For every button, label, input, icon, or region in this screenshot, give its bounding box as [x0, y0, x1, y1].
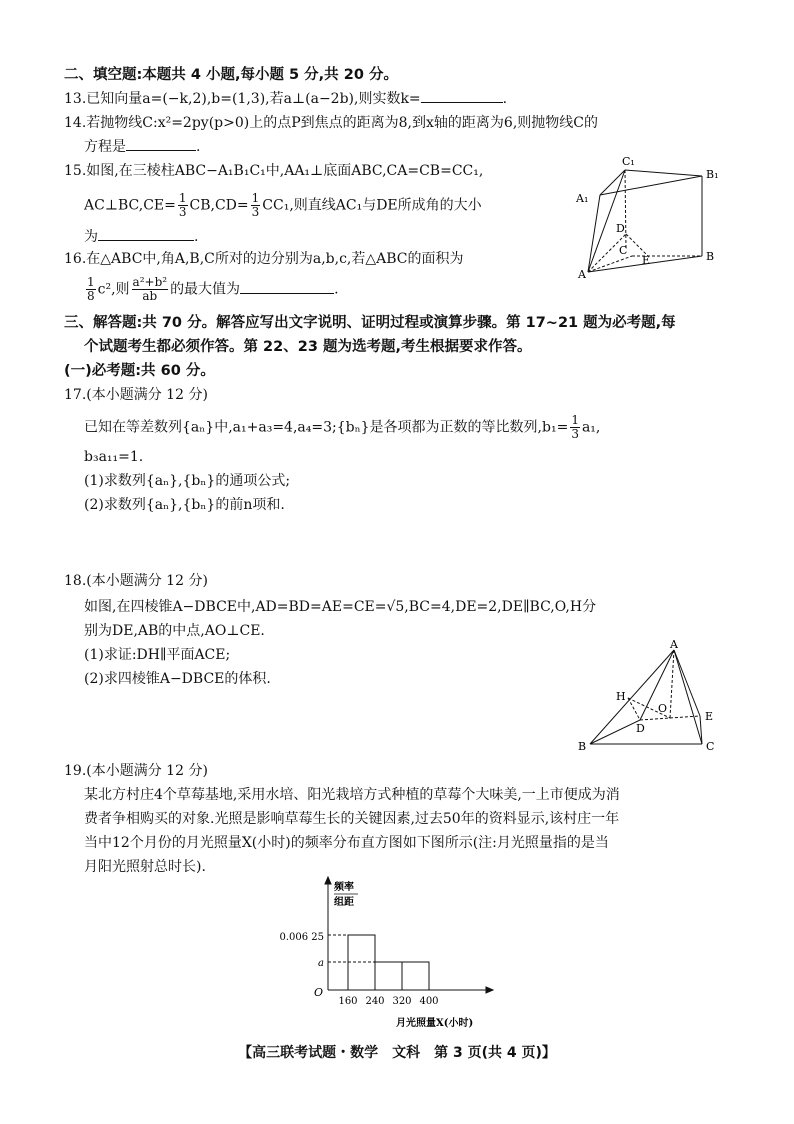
question-17-line2: b₃a₁₁=1. [84, 449, 144, 465]
y-label-bottom: 组距 [334, 897, 354, 908]
question-18-part1: (1)求证:DH∥平面ACE; [84, 647, 231, 663]
question-19-line2: 费者争相购买的对象.光照是影响草莓生长的关键因素,过去50年的资料显示,该村庄一年 [84, 811, 620, 827]
x-tick-label: 320 [392, 996, 412, 1007]
label-b1: B₁ [706, 168, 719, 181]
answer-blank[interactable] [126, 136, 196, 151]
y-tick-label: 0.006 25 [279, 932, 324, 943]
question-text: 的最大值为 [170, 281, 241, 298]
label-a: A [578, 268, 586, 280]
origin-label: O [314, 986, 324, 999]
x-tick-label: 400 [419, 996, 439, 1007]
question-17-line1 [84, 414, 600, 441]
section-heading-solutions: 三、解答题:共 70 分。解答应写出文字说明、证明过程或演算步骤。第 17~21 题为必考题,每 [64, 315, 676, 331]
fraction: $\frac{1}{8}$ [87, 275, 95, 303]
question-19-line4: 月阳光照射总时长). [84, 859, 206, 875]
question-17-part1: (1)求数列{aₙ},{bₙ}的通项公式; [84, 473, 291, 489]
label-b: B [706, 250, 715, 263]
question-18-title: 18.(本小题满分 12 分) [64, 573, 208, 589]
question-text: 如图,在三棱柱ABC−A₁B₁C₁中,AA₁⊥底面ABC,CA=CB=CC₁, [86, 163, 484, 179]
pyramid-figure [572, 640, 732, 755]
section-heading-solutions-line2: 个试题考生都必须作答。第 22、23 题为选考题,考生根据要求作答。 [84, 339, 532, 355]
x-tick-label: 160 [338, 996, 358, 1007]
fraction: $\frac{\text{a²+b²}}{ab}$ [132, 275, 168, 303]
question-number: 15. [64, 163, 87, 179]
label-d: D [636, 722, 645, 735]
question-13 [64, 88, 507, 110]
histogram-bar [402, 962, 429, 990]
period: . [196, 139, 201, 155]
label-c: C [619, 244, 628, 257]
question-text: AC⊥BC,CE= [84, 197, 176, 214]
fraction: $\frac{1}{3}$ [251, 191, 260, 219]
label-c: C [706, 740, 715, 753]
question-text: 在△ABC中,角A,B,C所对的边分别为a,b,c,若△ABC的面积为 [86, 251, 464, 267]
page-footer: 【高三联考试题・数学 文科 第 3 页(共 4 页)】 [238, 1045, 556, 1061]
prism-figure [570, 150, 730, 280]
x-tick-label: 240 [365, 996, 385, 1007]
question-text: 若抛物线C:x²=2py(p>0)上的点P到焦点的距离为8,到x轴的距离为6,则抛物线C的 [86, 115, 598, 131]
question-19-line1: 某北方村庄4个草莓基地,采用水培、阳光栽培方式种植的草莓个大味美,一上市便成为消 [84, 787, 620, 803]
x-axis-label: 月光照量X(小时) [396, 1018, 474, 1029]
label-a: A [670, 640, 678, 651]
y-tick-label: a [318, 958, 324, 969]
y-label-top: 频率 [334, 882, 354, 893]
question-15-line2 [84, 192, 482, 219]
question-16 [64, 248, 464, 270]
question-text: 方程是 [84, 139, 126, 155]
section-heading-fill-in: 二、填空题:本题共 4 小题,每小题 5 分,共 20 分。 [64, 67, 398, 83]
question-number: 16. [64, 251, 87, 267]
answer-blank[interactable] [240, 279, 334, 294]
question-17-title: 17.(本小题满分 12 分) [64, 387, 208, 403]
x-axis-arrow [486, 987, 493, 993]
answer-blank[interactable] [421, 88, 503, 103]
question-text: a₁, [581, 419, 601, 436]
answer-blank[interactable] [98, 226, 194, 241]
question-text: 为 [84, 229, 98, 245]
question-15-line3 [84, 226, 198, 248]
question-17-part2: (2)求数列{aₙ},{bₙ}的前n项和. [84, 497, 285, 513]
question-14-line2 [84, 136, 200, 158]
question-14 [64, 112, 598, 134]
histogram-bar [375, 962, 402, 990]
y-axis-arrow [325, 877, 331, 884]
histogram-chart [268, 872, 508, 1032]
question-text: 已知向量a=(−k,2),b=(1,3),若a⊥(a−2b),则实数k= [86, 91, 421, 107]
question-16-line2 [84, 276, 339, 303]
question-number: 14. [64, 115, 87, 131]
label-h: H [616, 690, 626, 703]
label-e: E [705, 710, 714, 723]
label-b: B [578, 740, 587, 753]
required-heading: (一)必考题:共 60 分。 [64, 363, 215, 379]
fraction: $\frac{1}{3}$ [571, 413, 579, 441]
question-text: CB,CD= [189, 197, 249, 214]
period: . [334, 281, 339, 298]
period: . [502, 91, 508, 107]
label-o: O [658, 702, 668, 715]
question-19-title: 19.(本小题满分 12 分) [64, 763, 208, 779]
question-18-part2: (2)求四棱锥A−DBCE的体积. [84, 671, 271, 687]
label-e: E [642, 254, 651, 267]
label-c1: C₁ [622, 155, 635, 168]
fraction: $\frac{1}{3}$ [178, 191, 187, 219]
question-text: 已知在等差数列{aₙ}中,a₁+a₃=4,a₄=3;{bₙ}是各项都为正数的等比数列,b₁= [84, 419, 569, 436]
label-a1: A₁ [576, 192, 589, 205]
period: . [194, 229, 199, 245]
question-text: c²,则 [97, 281, 130, 298]
question-15 [64, 160, 483, 182]
question-number: 13. [64, 91, 87, 107]
question-18-line1: 如图,在四棱锥A−DBCE中,AD=BD=AE=CE=√5,BC=4,DE=2,DE∥BC,O,H分 [84, 599, 597, 615]
label-d: D [616, 222, 625, 235]
question-18-line2: 别为DE,AB的中点,AO⊥CE. [84, 623, 265, 639]
question-text: CC₁,则直线AC₁与DE所成角的大小 [262, 197, 482, 214]
question-19-line3: 当中12个月份的月光照量X(小时)的频率分布直方图如下图所示(注:月光照量指的是当 [84, 835, 609, 851]
